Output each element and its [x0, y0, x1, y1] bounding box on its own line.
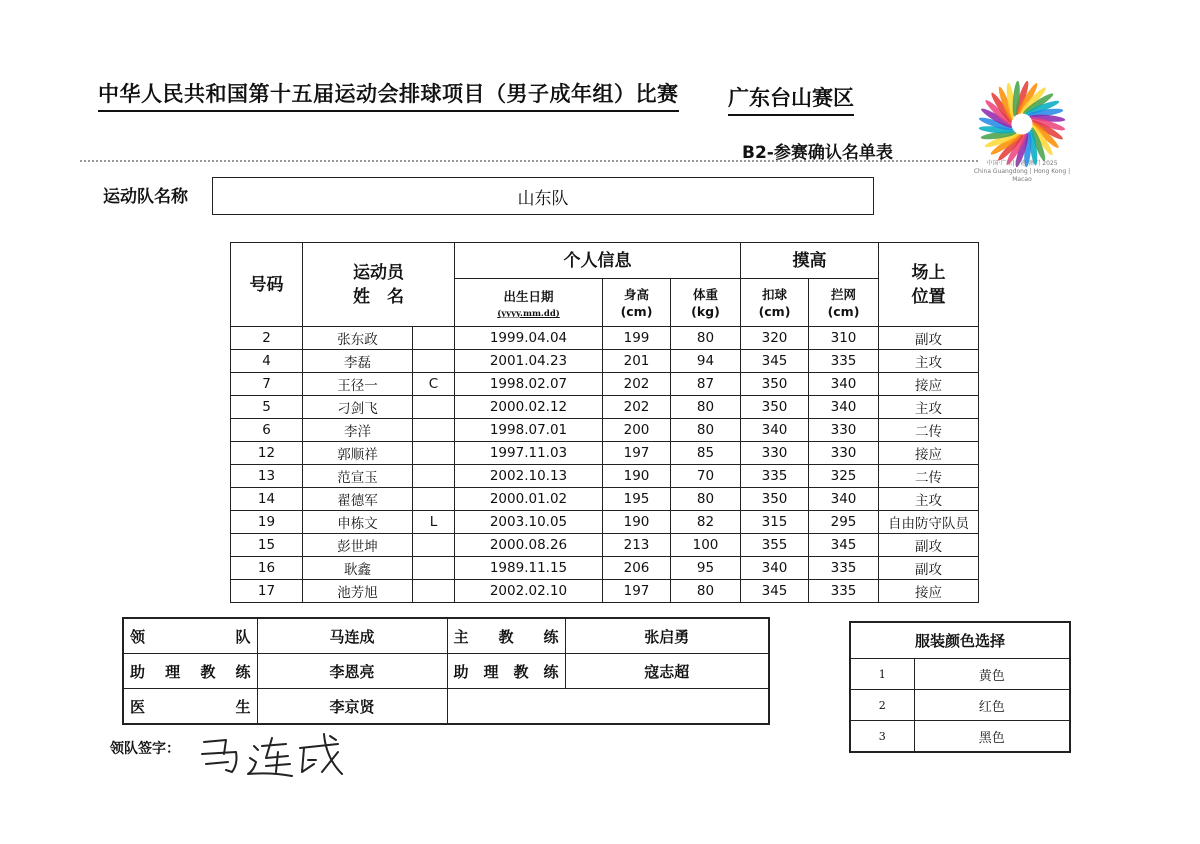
player-height: 199	[603, 327, 671, 350]
player-block-reach: 345	[809, 534, 879, 557]
player-height: 202	[603, 373, 671, 396]
header-birth-date	[455, 279, 603, 327]
uniform-color-row	[850, 690, 1070, 721]
header-athlete-line2: 姓 名	[353, 286, 404, 307]
header-athlete	[303, 243, 455, 327]
player-block-reach: 330	[809, 419, 879, 442]
table-row	[231, 465, 979, 488]
label-char: 教	[513, 662, 529, 681]
label-char: 理	[165, 662, 181, 681]
label-char: 助	[130, 662, 146, 681]
player-role	[413, 419, 455, 442]
label-char: 助	[453, 662, 469, 681]
player-weight: 94	[671, 350, 741, 373]
player-number: 17	[231, 580, 303, 603]
uniform-color-number: 2	[850, 690, 914, 721]
label-char: 医	[130, 697, 146, 716]
header-spike: 扣球 (cm)	[741, 279, 809, 327]
header-birth-format: (yyyy.mm.dd)	[497, 309, 560, 319]
player-number: 15	[231, 534, 303, 557]
player-name: 范宣玉	[303, 465, 413, 488]
header-personal-info: 个人信息	[455, 243, 741, 279]
assistant-coach-label-2	[447, 654, 565, 689]
player-role	[413, 350, 455, 373]
player-spike-reach: 315	[741, 511, 809, 534]
table-row	[231, 534, 979, 557]
player-role	[413, 327, 455, 350]
region-title: 广东台山赛区	[728, 82, 854, 116]
player-number: 12	[231, 442, 303, 465]
player-role	[413, 488, 455, 511]
header-position-line2: 位置	[911, 286, 946, 307]
uniform-color-header: 服装颜色选择	[850, 622, 1070, 659]
player-weight: 87	[671, 373, 741, 396]
header-birth-date-label: 出生日期	[503, 289, 554, 304]
header-height: 身高 (cm)	[603, 279, 671, 327]
player-height: 202	[603, 396, 671, 419]
player-name: 李洋	[303, 419, 413, 442]
player-height: 201	[603, 350, 671, 373]
player-height: 190	[603, 465, 671, 488]
player-number: 16	[231, 557, 303, 580]
team-name-value: 山东队	[517, 188, 569, 209]
player-block-reach: 310	[809, 327, 879, 350]
player-spike-reach: 335	[741, 465, 809, 488]
player-height: 197	[603, 442, 671, 465]
player-name: 池芳旭	[303, 580, 413, 603]
player-number: 6	[231, 419, 303, 442]
player-birth-date: 2000.01.02	[455, 488, 603, 511]
player-name: 郭顺祥	[303, 442, 413, 465]
player-role: C	[413, 373, 455, 396]
uniform-color-value: 黄色	[914, 659, 1070, 690]
dotted-divider	[80, 160, 978, 162]
player-spike-reach: 340	[741, 557, 809, 580]
doctor-value: 李京贤	[257, 689, 447, 725]
player-position: 主攻	[879, 350, 979, 373]
player-position: 主攻	[879, 396, 979, 419]
player-name: 申栋文	[303, 511, 413, 534]
table-row	[231, 350, 979, 373]
player-weight: 82	[671, 511, 741, 534]
player-block-reach: 335	[809, 557, 879, 580]
table-row	[231, 442, 979, 465]
team-name-label: 运动队名称	[103, 187, 188, 207]
player-spike-reach: 350	[741, 488, 809, 511]
table-row	[231, 373, 979, 396]
player-height: 190	[603, 511, 671, 534]
player-role	[413, 557, 455, 580]
head-coach-value: 张启勇	[565, 618, 769, 654]
table-row	[231, 419, 979, 442]
staff-table	[122, 617, 770, 725]
label-char: 教	[200, 662, 216, 681]
player-spike-reach: 355	[741, 534, 809, 557]
header-athlete-line1: 运动员	[353, 262, 404, 283]
player-height: 195	[603, 488, 671, 511]
player-number: 2	[231, 327, 303, 350]
player-block-reach: 335	[809, 350, 879, 373]
player-position: 接应	[879, 580, 979, 603]
form-code: B2-参赛确认名单表	[742, 143, 893, 163]
player-role	[413, 442, 455, 465]
table-row	[231, 580, 979, 603]
header-position-line1: 场上	[911, 262, 946, 283]
player-number: 4	[231, 350, 303, 373]
player-weight: 100	[671, 534, 741, 557]
player-name: 张东政	[303, 327, 413, 350]
header-block: 拦网 (cm)	[809, 279, 879, 327]
player-block-reach: 295	[809, 511, 879, 534]
uniform-color-number: 1	[850, 659, 914, 690]
header-number: 号码	[231, 243, 303, 327]
uniform-color-row	[850, 659, 1070, 690]
header-position	[879, 243, 979, 327]
table-row	[231, 511, 979, 534]
player-height: 213	[603, 534, 671, 557]
player-birth-date: 1997.11.03	[455, 442, 603, 465]
label-char: 队	[235, 627, 251, 646]
player-name: 彭世坤	[303, 534, 413, 557]
player-position: 自由防守队员	[879, 511, 979, 534]
table-row	[231, 488, 979, 511]
player-position: 二传	[879, 465, 979, 488]
player-position: 副攻	[879, 327, 979, 350]
player-position: 副攻	[879, 534, 979, 557]
player-name: 耿鑫	[303, 557, 413, 580]
player-weight: 85	[671, 442, 741, 465]
leader-label	[123, 618, 257, 654]
player-birth-date: 2001.04.23	[455, 350, 603, 373]
player-number: 5	[231, 396, 303, 419]
logo-caption: 中国·广东|香港|澳门 2025 China Guangdong | Hong Kong | Macao	[973, 160, 1071, 183]
player-role	[413, 534, 455, 557]
player-birth-date: 2000.08.26	[455, 534, 603, 557]
player-birth-date: 2003.10.05	[455, 511, 603, 534]
assistant-coach-value-1: 李恩亮	[257, 654, 447, 689]
player-block-reach: 325	[809, 465, 879, 488]
player-number: 13	[231, 465, 303, 488]
uniform-color-row	[850, 721, 1070, 753]
player-spike-reach: 345	[741, 580, 809, 603]
player-number: 7	[231, 373, 303, 396]
player-birth-date: 1999.04.04	[455, 327, 603, 350]
player-height: 197	[603, 580, 671, 603]
player-role	[413, 396, 455, 419]
head-coach-label	[447, 618, 565, 654]
table-row	[231, 396, 979, 419]
player-birth-date: 1989.11.15	[455, 557, 603, 580]
player-weight: 70	[671, 465, 741, 488]
label-char: 理	[483, 662, 499, 681]
player-weight: 80	[671, 580, 741, 603]
player-spike-reach: 340	[741, 419, 809, 442]
player-spike-reach: 350	[741, 396, 809, 419]
player-name: 刁剑飞	[303, 396, 413, 419]
label-char: 生	[235, 697, 251, 716]
player-position: 二传	[879, 419, 979, 442]
label-char: 主	[453, 627, 469, 646]
player-weight: 80	[671, 419, 741, 442]
assistant-coach-value-2: 寇志超	[565, 654, 769, 689]
player-block-reach: 340	[809, 488, 879, 511]
player-position: 接应	[879, 373, 979, 396]
player-weight: 80	[671, 488, 741, 511]
player-spike-reach: 350	[741, 373, 809, 396]
table-row	[231, 557, 979, 580]
player-height: 200	[603, 419, 671, 442]
label-char: 练	[543, 662, 559, 681]
roster-table	[230, 242, 979, 603]
assistant-coach-label	[123, 654, 257, 689]
header-reach: 摸高	[741, 243, 879, 279]
handwritten-signature	[196, 724, 346, 780]
label-char: 练	[235, 662, 251, 681]
player-birth-date: 2000.02.12	[455, 396, 603, 419]
player-birth-date: 2002.02.10	[455, 580, 603, 603]
label-char: 领	[130, 627, 146, 646]
player-birth-date: 1998.02.07	[455, 373, 603, 396]
player-name: 王径一	[303, 373, 413, 396]
player-name: 李磊	[303, 350, 413, 373]
player-role	[413, 580, 455, 603]
player-birth-date: 2002.10.13	[455, 465, 603, 488]
player-role	[413, 465, 455, 488]
player-block-reach: 335	[809, 580, 879, 603]
signature-label: 领队签字：	[110, 741, 180, 757]
player-birth-date: 1998.07.01	[455, 419, 603, 442]
player-block-reach: 340	[809, 396, 879, 419]
player-spike-reach: 345	[741, 350, 809, 373]
uniform-color-number: 3	[850, 721, 914, 753]
player-spike-reach: 320	[741, 327, 809, 350]
staff-empty-cell	[447, 689, 769, 725]
player-block-reach: 340	[809, 373, 879, 396]
uniform-color-table	[849, 621, 1071, 753]
player-position: 接应	[879, 442, 979, 465]
player-name: 翟德军	[303, 488, 413, 511]
player-weight: 95	[671, 557, 741, 580]
leader-value: 马连成	[257, 618, 447, 654]
document-title: 中华人民共和国第十五届运动会排球项目（男子成年组）比赛	[98, 78, 679, 112]
label-char: 练	[543, 627, 559, 646]
uniform-color-value: 黑色	[914, 721, 1070, 753]
player-number: 19	[231, 511, 303, 534]
table-row	[231, 327, 979, 350]
team-name-field	[212, 177, 874, 215]
player-height: 206	[603, 557, 671, 580]
player-weight: 80	[671, 396, 741, 419]
player-position: 主攻	[879, 488, 979, 511]
uniform-color-value: 红色	[914, 690, 1070, 721]
player-number: 14	[231, 488, 303, 511]
player-weight: 80	[671, 327, 741, 350]
doctor-label	[123, 689, 257, 725]
player-spike-reach: 330	[741, 442, 809, 465]
player-role: L	[413, 511, 455, 534]
label-char: 教	[498, 627, 514, 646]
player-block-reach: 330	[809, 442, 879, 465]
player-position: 副攻	[879, 557, 979, 580]
header-weight: 体重 (kg)	[671, 279, 741, 327]
